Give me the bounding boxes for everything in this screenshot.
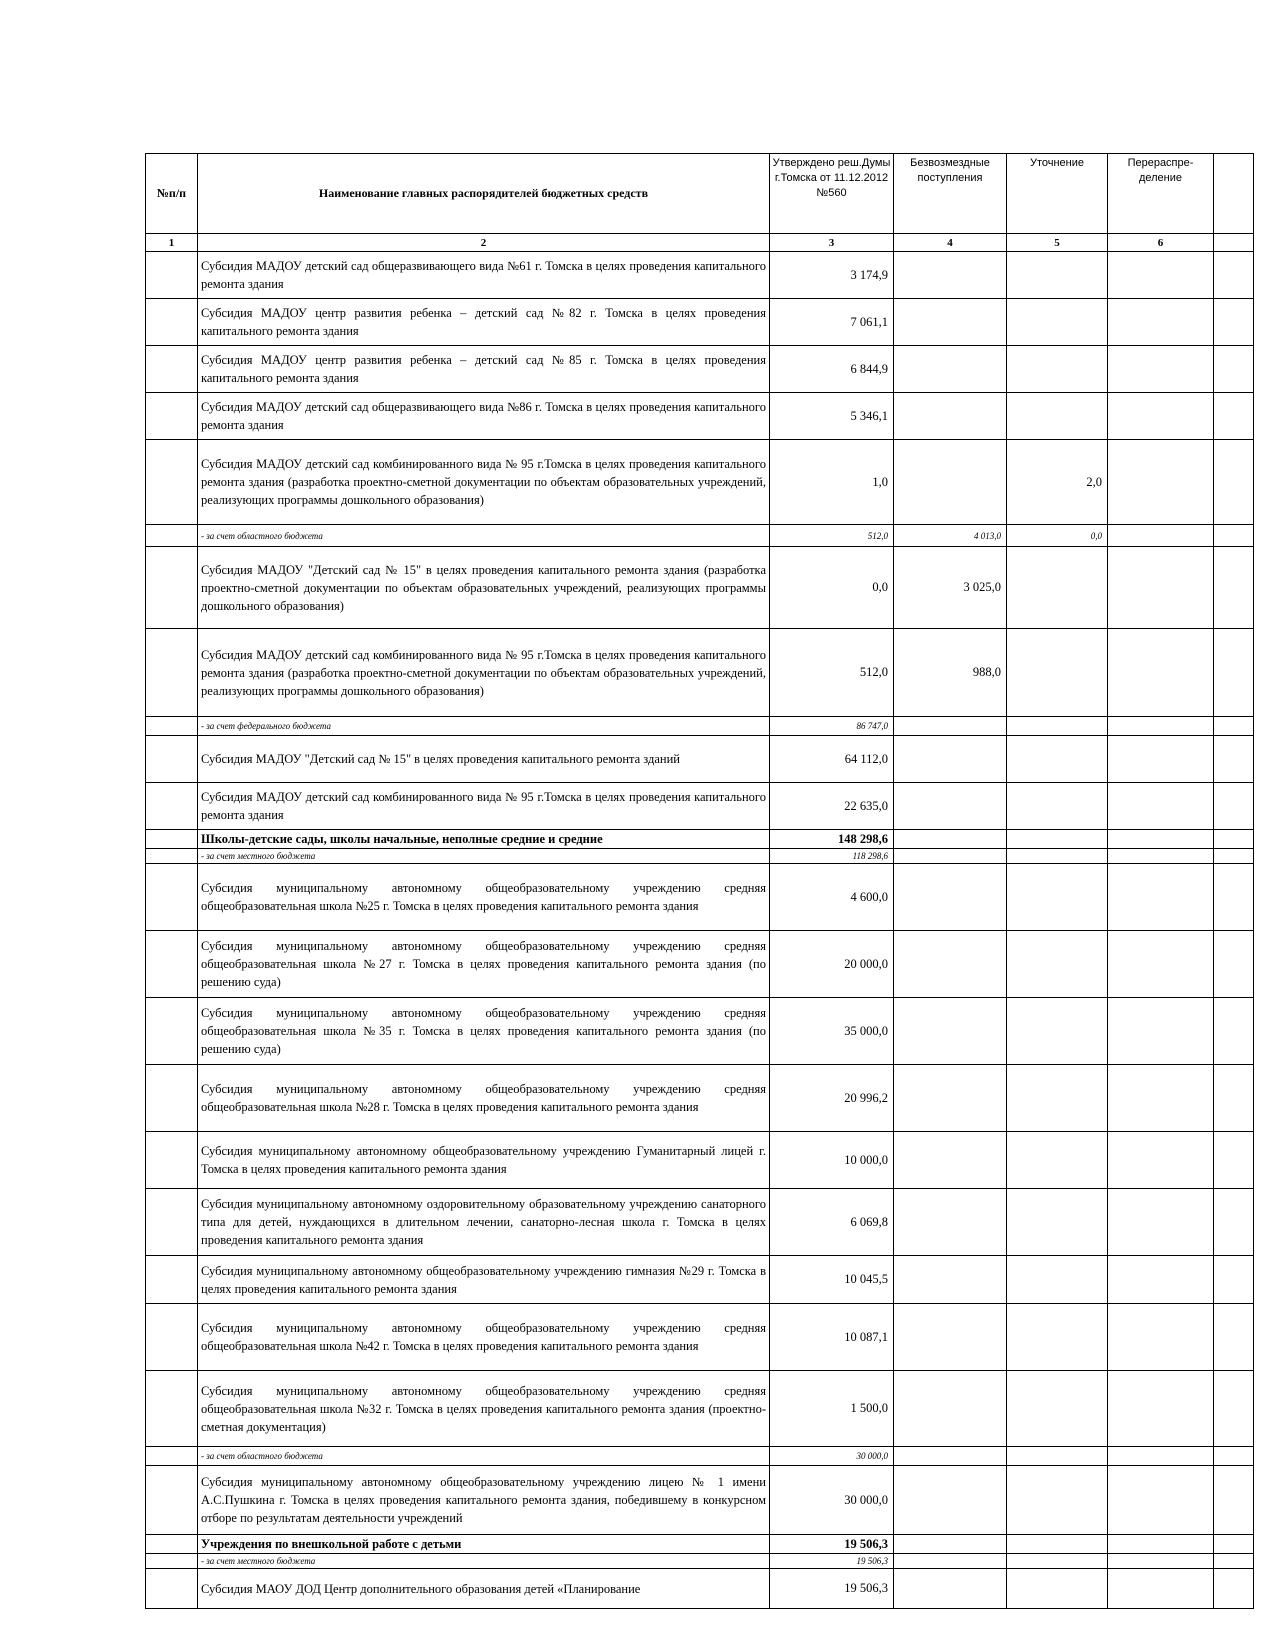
row-grants-value [894, 1466, 1007, 1535]
row-grants-value [894, 1371, 1007, 1447]
row-grants-value [894, 1554, 1007, 1569]
row-approved-value: 19 506,3 [770, 1554, 894, 1569]
row-extra-cell [1214, 1554, 1254, 1569]
row-grants-value [894, 1065, 1007, 1132]
row-extra-cell [1214, 1371, 1254, 1447]
table-row [146, 931, 1254, 998]
funding-source-row [146, 1447, 1254, 1466]
row-adjustment-value [1007, 1065, 1108, 1132]
row-name: Субсидия муниципальному автономному общеобразовательному учреждению средняя общеобразовательная школа №28 г. Томска в целях проведения капитального ремонта здания [198, 1065, 770, 1132]
column-number: 1 [146, 234, 198, 252]
row-reallocation-value [1108, 629, 1214, 717]
row-number-cell [146, 830, 198, 849]
row-adjustment-value [1007, 1554, 1108, 1569]
funding-source-row [146, 849, 1254, 864]
row-approved-value: 118 298,6 [770, 849, 894, 864]
row-reallocation-value [1108, 849, 1214, 864]
row-adjustment-value [1007, 1569, 1108, 1609]
header-col-reallocation: Перераспре-деление [1108, 154, 1214, 234]
row-adjustment-value [1007, 393, 1108, 440]
row-extra-cell [1214, 1535, 1254, 1554]
row-extra-cell [1214, 1466, 1254, 1535]
row-name: Субсидия муниципальному автономному общеобразовательному учреждению лицею № 1 имени А.С.Пушкина г. Томска в целях проведения капитального ремонта здания, победившему в конкурсном отборе по результатам деятельности учреждений [198, 1466, 770, 1535]
row-approved-value: 10 087,1 [770, 1304, 894, 1371]
funding-source-row [146, 717, 1254, 736]
row-extra-cell [1214, 736, 1254, 783]
row-grants-value [894, 998, 1007, 1065]
row-number-cell [146, 998, 198, 1065]
row-extra-cell [1214, 440, 1254, 525]
row-extra-cell [1214, 1256, 1254, 1304]
row-approved-value: 1,0 [770, 440, 894, 525]
row-extra-cell [1214, 299, 1254, 346]
row-extra-cell [1214, 849, 1254, 864]
table-row [146, 783, 1254, 830]
row-number-cell [146, 1371, 198, 1447]
row-name: Субсидия муниципальному автономному общеобразовательному учреждению средняя общеобразовательная школа №42 г. Томска в целях проведения капитального ремонта здания [198, 1304, 770, 1371]
row-number-cell [146, 1535, 198, 1554]
row-approved-value: 30 000,0 [770, 1466, 894, 1535]
row-name: Субсидия МАОУ ДОД Центр дополнительного образования детей «Планирование [198, 1569, 770, 1609]
row-grants-value [894, 1304, 1007, 1371]
row-number-cell [146, 1132, 198, 1189]
row-name: - за счет областного бюджета [198, 1447, 770, 1466]
table-row [146, 629, 1254, 717]
row-approved-value: 19 506,3 [770, 1535, 894, 1554]
row-name: Субсидия МАДОУ детский сад комбинированного вида № 95 г.Томска в целях проведения капитального ремонта здания [198, 783, 770, 830]
row-extra-cell [1214, 717, 1254, 736]
column-number-extra [1214, 234, 1254, 252]
row-reallocation-value [1108, 1371, 1214, 1447]
column-number: 3 [770, 234, 894, 252]
row-reallocation-value [1108, 440, 1214, 525]
row-adjustment-value [1007, 346, 1108, 393]
row-reallocation-value [1108, 830, 1214, 849]
table-row [146, 1189, 1254, 1256]
row-name: Субсидия МАДОУ "Детский сад № 15" в целях проведения капитального ремонта зданий [198, 736, 770, 783]
row-approved-value: 512,0 [770, 629, 894, 717]
row-number-cell [146, 736, 198, 783]
table-row [146, 1371, 1254, 1447]
row-adjustment-value [1007, 830, 1108, 849]
row-approved-value: 19 506,3 [770, 1569, 894, 1609]
row-number-cell [146, 864, 198, 931]
row-approved-value: 35 000,0 [770, 998, 894, 1065]
row-reallocation-value [1108, 717, 1214, 736]
row-approved-value: 512,0 [770, 525, 894, 547]
row-reallocation-value [1108, 299, 1214, 346]
row-adjustment-value [1007, 629, 1108, 717]
row-adjustment-value [1007, 931, 1108, 998]
table-row [146, 440, 1254, 525]
row-name: Школы-детские сады, школы начальные, неполные средние и средние [198, 830, 770, 849]
section-row [146, 1535, 1254, 1554]
row-approved-value: 6 069,8 [770, 1189, 894, 1256]
row-number-cell [146, 629, 198, 717]
row-adjustment-value [1007, 783, 1108, 830]
row-reallocation-value [1108, 1554, 1214, 1569]
row-extra-cell [1214, 1065, 1254, 1132]
row-adjustment-value [1007, 299, 1108, 346]
row-extra-cell [1214, 1569, 1254, 1609]
header-col-approved: Утверждено реш.Думы г.Томска от 11.12.2012 №560 [770, 154, 894, 234]
table-row [146, 1304, 1254, 1371]
row-number-cell [146, 783, 198, 830]
row-grants-value [894, 1447, 1007, 1466]
row-reallocation-value [1108, 1256, 1214, 1304]
row-adjustment-value [1007, 252, 1108, 299]
row-name: Субсидия МАДОУ детский сад комбинированного вида № 95 г.Томска в целях проведения капитального ремонта здания (разработка проектно-сметной документации по объектам образовательных учреждений, реализующих программы дошкольного образования) [198, 629, 770, 717]
table-row [146, 1256, 1254, 1304]
row-grants-value [894, 830, 1007, 849]
header-col-adjustment: Уточнение [1007, 154, 1108, 234]
row-grants-value [894, 931, 1007, 998]
row-adjustment-value [1007, 1535, 1108, 1554]
column-number: 4 [894, 234, 1007, 252]
header-col-number: №п/п [146, 154, 198, 234]
row-reallocation-value [1108, 864, 1214, 931]
row-extra-cell [1214, 1304, 1254, 1371]
column-number: 5 [1007, 234, 1108, 252]
row-reallocation-value [1108, 1189, 1214, 1256]
table-row [146, 299, 1254, 346]
row-number-cell [146, 393, 198, 440]
row-reallocation-value [1108, 1535, 1214, 1554]
row-grants-value [894, 393, 1007, 440]
row-name: Субсидия муниципальному автономному оздоровительному образовательному учреждению санаторного типа для детей, нуждающихся в длительном лечении, санаторно-лесная школа г. Томска в целях проведения капитального ремонта здания [198, 1189, 770, 1256]
table-row [146, 346, 1254, 393]
header-col-grants: Безвозмездные поступления [894, 154, 1007, 234]
row-name: Субсидия муниципальному автономному общеобразовательному учреждению средняя общеобразовательная школа №25 г. Томска в целях проведения капитального ремонта здания [198, 864, 770, 931]
row-reallocation-value [1108, 1304, 1214, 1371]
table-row [146, 1569, 1254, 1609]
row-number-cell [146, 717, 198, 736]
row-adjustment-value [1007, 998, 1108, 1065]
row-extra-cell [1214, 346, 1254, 393]
header-col-extra [1214, 154, 1254, 234]
row-adjustment-value: 2,0 [1007, 440, 1108, 525]
row-reallocation-value [1108, 1447, 1214, 1466]
row-number-cell [146, 252, 198, 299]
table-row [146, 998, 1254, 1065]
row-number-cell [146, 547, 198, 629]
row-reallocation-value [1108, 1569, 1214, 1609]
row-adjustment-value [1007, 1466, 1108, 1535]
row-adjustment-value [1007, 1132, 1108, 1189]
row-name: Субсидия МАДОУ детский сад общеразвивающего вида №61 г. Томска в целях проведения капитального ремонта здания [198, 252, 770, 299]
row-reallocation-value [1108, 931, 1214, 998]
row-adjustment-value [1007, 1447, 1108, 1466]
row-approved-value: 5 346,1 [770, 393, 894, 440]
row-grants-value [894, 440, 1007, 525]
row-approved-value: 22 635,0 [770, 783, 894, 830]
table-row [146, 1466, 1254, 1535]
row-approved-value: 148 298,6 [770, 830, 894, 849]
row-name: - за счет местного бюджета [198, 1554, 770, 1569]
row-number-cell [146, 525, 198, 547]
row-approved-value: 64 112,0 [770, 736, 894, 783]
row-approved-value: 7 061,1 [770, 299, 894, 346]
row-name: Субсидия муниципальному автономному общеобразовательному учреждению средняя общеобразовательная школа №35 г. Томска в целях проведения капитального ремонта здания (по решению суда) [198, 998, 770, 1065]
row-number-cell [146, 1065, 198, 1132]
row-number-cell [146, 1569, 198, 1609]
row-number-cell [146, 1189, 198, 1256]
row-grants-value [894, 1569, 1007, 1609]
header-col-name: Наименование главных распорядителей бюджетных средств [198, 154, 770, 234]
row-grants-value [894, 849, 1007, 864]
row-approved-value: 86 747,0 [770, 717, 894, 736]
row-approved-value: 20 000,0 [770, 931, 894, 998]
row-grants-value: 988,0 [894, 629, 1007, 717]
row-name: Субсидия муниципальному автономному общеобразовательному учреждению Гуманитарный лицей г. Томска в целях проведения капитального ремонта здания [198, 1132, 770, 1189]
row-reallocation-value [1108, 998, 1214, 1065]
row-adjustment-value [1007, 864, 1108, 931]
budget-table [145, 153, 1254, 1609]
row-grants-value [894, 864, 1007, 931]
row-adjustment-value [1007, 849, 1108, 864]
table-row [146, 1132, 1254, 1189]
row-reallocation-value [1108, 252, 1214, 299]
row-reallocation-value [1108, 783, 1214, 830]
row-extra-cell [1214, 931, 1254, 998]
row-adjustment-value [1007, 1371, 1108, 1447]
row-extra-cell [1214, 629, 1254, 717]
row-name: Субсидия МАДОУ детский сад общеразвивающего вида №86 г. Томска в целях проведения капитального ремонта здания [198, 393, 770, 440]
row-name: Учреждения по внешкольной работе с детьми [198, 1535, 770, 1554]
row-extra-cell [1214, 525, 1254, 547]
row-approved-value: 6 844,9 [770, 346, 894, 393]
row-approved-value: 20 996,2 [770, 1065, 894, 1132]
table-row [146, 547, 1254, 629]
column-number-row [146, 234, 1254, 252]
row-adjustment-value [1007, 736, 1108, 783]
row-grants-value [894, 1189, 1007, 1256]
row-number-cell [146, 1554, 198, 1569]
table-body [146, 252, 1254, 1609]
row-extra-cell [1214, 783, 1254, 830]
column-number: 6 [1108, 234, 1214, 252]
row-name: Субсидия муниципальному автономному общеобразовательному учреждению средняя общеобразовательная школа №27 г. Томска в целях проведения капитального ремонта здания (по решению суда) [198, 931, 770, 998]
row-extra-cell [1214, 252, 1254, 299]
row-extra-cell [1214, 1132, 1254, 1189]
row-name: Субсидия муниципальному автономному общеобразовательному учреждению средняя общеобразовательная школа №32 г. Томска в целях проведения капитального ремонта здания (проектно-сметная документация) [198, 1371, 770, 1447]
row-grants-value [894, 1256, 1007, 1304]
table-row [146, 736, 1254, 783]
row-reallocation-value [1108, 525, 1214, 547]
row-extra-cell [1214, 393, 1254, 440]
row-number-cell [146, 1304, 198, 1371]
row-grants-value [894, 783, 1007, 830]
row-extra-cell [1214, 1189, 1254, 1256]
row-adjustment-value: 0,0 [1007, 525, 1108, 547]
table-row [146, 393, 1254, 440]
funding-source-row [146, 1554, 1254, 1569]
row-number-cell [146, 346, 198, 393]
row-approved-value: 0,0 [770, 547, 894, 629]
row-grants-value [894, 1132, 1007, 1189]
row-reallocation-value [1108, 346, 1214, 393]
row-name: - за счет областного бюджета [198, 525, 770, 547]
row-grants-value [894, 346, 1007, 393]
row-reallocation-value [1108, 736, 1214, 783]
row-reallocation-value [1108, 1065, 1214, 1132]
row-number-cell [146, 931, 198, 998]
column-number: 2 [198, 234, 770, 252]
row-approved-value: 10 045,5 [770, 1256, 894, 1304]
row-approved-value: 3 174,9 [770, 252, 894, 299]
row-grants-value [894, 736, 1007, 783]
row-extra-cell [1214, 547, 1254, 629]
row-reallocation-value [1108, 1466, 1214, 1535]
table-header-row [146, 154, 1254, 234]
row-grants-value [894, 1535, 1007, 1554]
row-grants-value [894, 299, 1007, 346]
row-adjustment-value [1007, 1189, 1108, 1256]
table-row [146, 1065, 1254, 1132]
row-grants-value [894, 252, 1007, 299]
row-grants-value: 3 025,0 [894, 547, 1007, 629]
row-extra-cell [1214, 864, 1254, 931]
row-grants-value [894, 717, 1007, 736]
row-approved-value: 10 000,0 [770, 1132, 894, 1189]
row-adjustment-value [1007, 547, 1108, 629]
row-number-cell [146, 1256, 198, 1304]
row-approved-value: 4 600,0 [770, 864, 894, 931]
row-name: - за счет местного бюджета [198, 849, 770, 864]
row-number-cell [146, 1466, 198, 1535]
row-extra-cell [1214, 830, 1254, 849]
row-adjustment-value [1007, 717, 1108, 736]
row-adjustment-value [1007, 1304, 1108, 1371]
row-extra-cell [1214, 1447, 1254, 1466]
row-reallocation-value [1108, 547, 1214, 629]
row-number-cell [146, 440, 198, 525]
row-approved-value: 30 000,0 [770, 1447, 894, 1466]
row-number-cell [146, 1447, 198, 1466]
row-name: Субсидия МАДОУ центр развития ребенка – детский сад №85 г. Томска в целях проведения капитального ремонта здания [198, 346, 770, 393]
row-adjustment-value [1007, 1256, 1108, 1304]
row-reallocation-value [1108, 393, 1214, 440]
table-row [146, 252, 1254, 299]
row-name: Субсидия муниципальному автономному общеобразовательному учреждению гимназия №29 г. Томска в целях проведения капитального ремонта здания [198, 1256, 770, 1304]
section-row [146, 830, 1254, 849]
row-reallocation-value [1108, 1132, 1214, 1189]
row-name: Субсидия МАДОУ центр развития ребенка – детский сад №82 г. Томска в целях проведения капитального ремонта здания [198, 299, 770, 346]
row-extra-cell [1214, 998, 1254, 1065]
row-name: - за счет федерального бюджета [198, 717, 770, 736]
row-name: Субсидия МАДОУ детский сад комбинированного вида № 95 г.Томска в целях проведения капитального ремонта здания (разработка проектно-сметной документации по объектам образовательных учреждений, реализующих программы дошкольного образования) [198, 440, 770, 525]
row-approved-value: 1 500,0 [770, 1371, 894, 1447]
row-number-cell [146, 299, 198, 346]
table-row [146, 864, 1254, 931]
row-name: Субсидия МАДОУ "Детский сад № 15" в целях проведения капитального ремонта здания (разработка проектно-сметной документации по объектам образовательных учреждений, реализующих программы дошкольного образования) [198, 547, 770, 629]
row-number-cell [146, 849, 198, 864]
funding-source-row [146, 525, 1254, 547]
row-grants-value: 4 013,0 [894, 525, 1007, 547]
